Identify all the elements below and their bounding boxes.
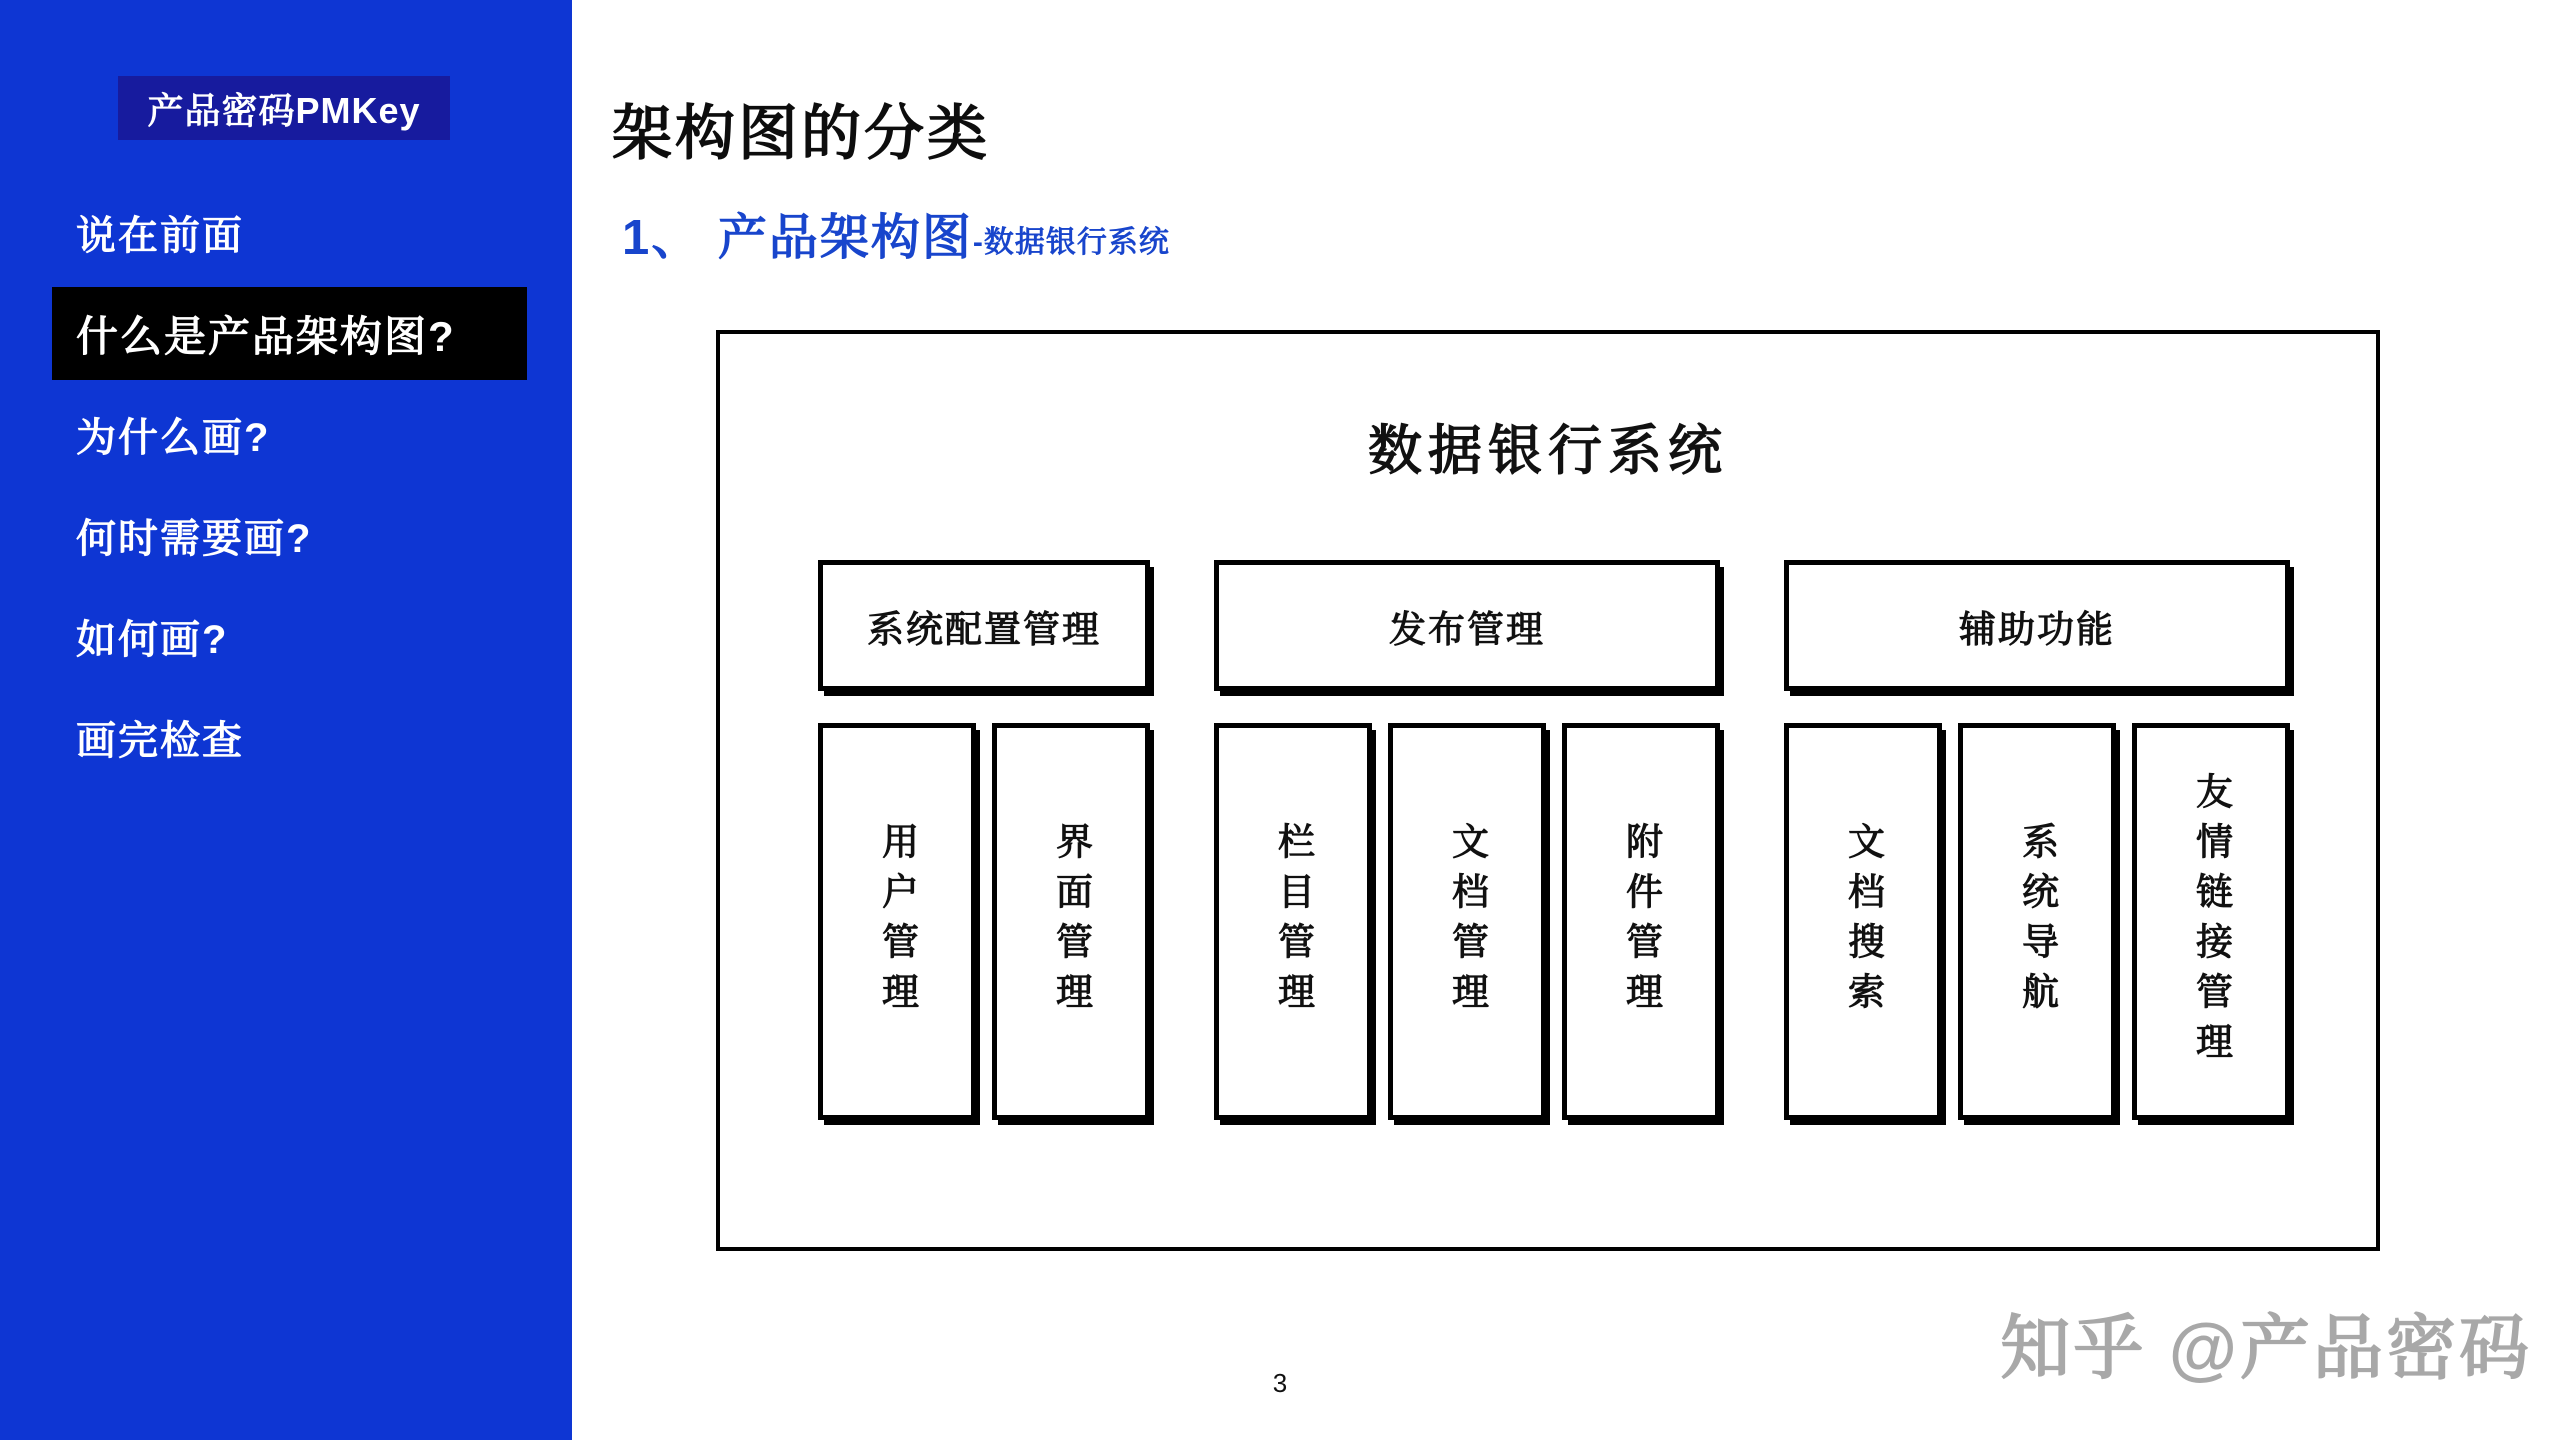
module-label: 栏目管理 <box>1272 821 1314 1022</box>
module-box <box>1562 723 1720 1120</box>
sidebar-item-3[interactable]: 为什么画? <box>76 416 271 460</box>
group-header-box: 辅助功能 <box>1784 560 2290 691</box>
page-title: 架构图的分类 <box>612 100 990 167</box>
module-box <box>2132 723 2290 1120</box>
sidebar <box>0 0 572 1440</box>
page-number: 3 <box>1272 1368 1288 1398</box>
diagram-group-2 <box>1214 560 1720 1120</box>
module-label: 系统导航 <box>2016 821 2058 1022</box>
sidebar-item-1[interactable]: 说在前面 <box>76 214 244 258</box>
group-header-box: 系统配置管理 <box>818 560 1150 691</box>
module-label: 界面管理 <box>1050 821 1092 1022</box>
module-box <box>1388 723 1546 1120</box>
sidebar-item-2[interactable]: 什么是产品架构图? <box>52 287 527 380</box>
module-box <box>992 723 1150 1120</box>
diagram-groups <box>818 560 2290 1120</box>
diagram-group-1 <box>818 560 1150 1120</box>
subtitle-suffix: -数据银行系统 <box>972 225 1170 259</box>
logo-badge <box>118 76 450 140</box>
architecture-diagram <box>716 330 2380 1251</box>
module-label: 文档搜索 <box>1842 821 1884 1022</box>
group-header-box: 发布管理 <box>1214 560 1720 691</box>
module-box <box>1784 723 1942 1120</box>
group-children-row <box>818 723 1150 1120</box>
sidebar-item-6[interactable]: 画完检查 <box>76 719 244 763</box>
diagram-group-3 <box>1784 560 2290 1120</box>
section-subtitle <box>622 212 1170 266</box>
module-label: 用户管理 <box>876 821 918 1022</box>
sidebar-item-5[interactable]: 如何画? <box>76 618 229 662</box>
group-children-row <box>1214 723 1720 1120</box>
sidebar-item-4[interactable]: 何时需要画? <box>76 517 313 561</box>
logo-text: 产品密码PMKey <box>147 89 421 131</box>
module-box <box>818 723 976 1120</box>
module-label: 附件管理 <box>1620 821 1662 1022</box>
watermark: 知乎 @产品密码 <box>2000 1309 2532 1387</box>
module-label: 友情链接管理 <box>2190 771 2232 1072</box>
module-box <box>1958 723 2116 1120</box>
subtitle-main: 1、 产品架构图 <box>622 211 973 265</box>
module-box <box>1214 723 1372 1120</box>
module-label: 文档管理 <box>1446 821 1488 1022</box>
diagram-title: 数据银行系统 <box>1368 421 1728 481</box>
sidebar-nav <box>0 182 572 788</box>
group-children-row <box>1784 723 2290 1120</box>
